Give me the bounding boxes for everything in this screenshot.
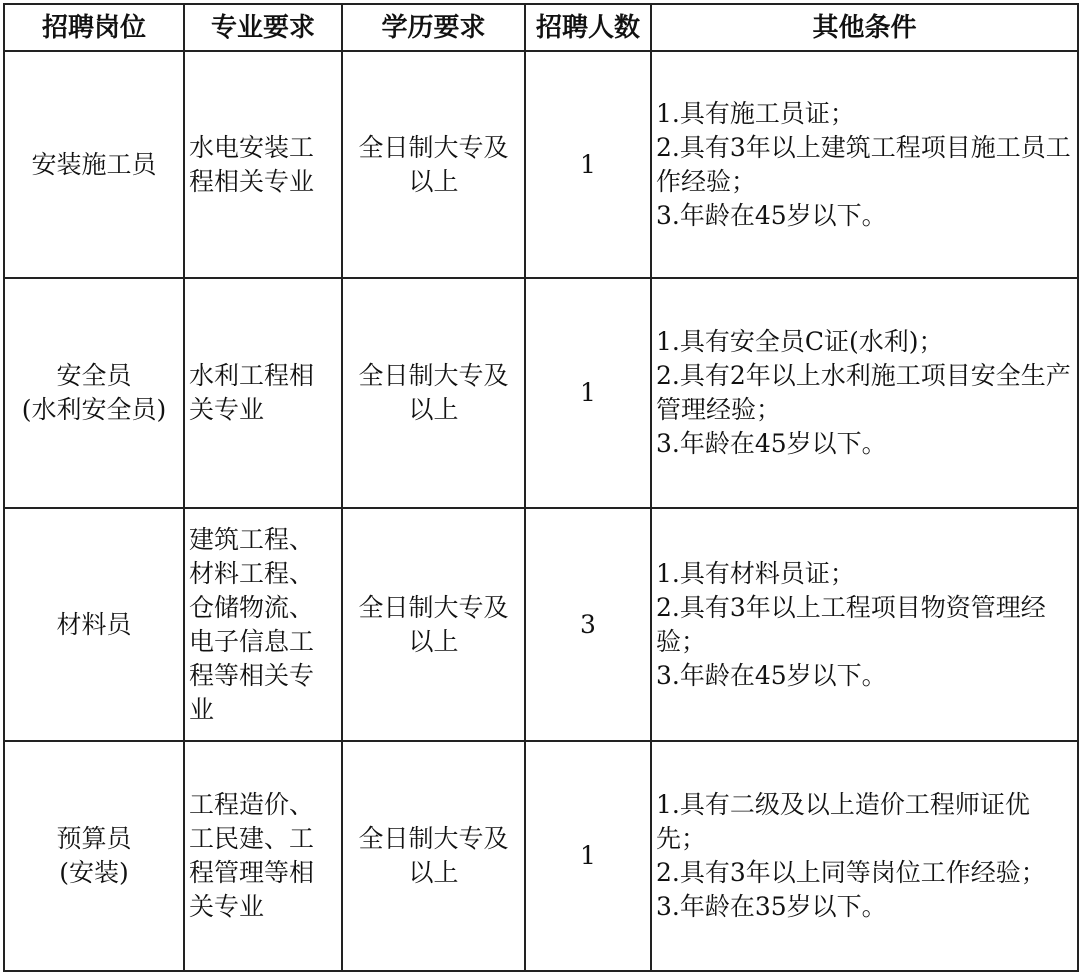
- position-cell: [4, 508, 184, 741]
- condition-item: 2.具有3年以上同等岗位工作经验；: [656, 858, 1046, 887]
- recruitment-table: [3, 3, 1079, 972]
- table-row: [4, 741, 1078, 971]
- table-row: [4, 51, 1078, 278]
- condition-item: 3.年龄在45岁以下。: [656, 429, 887, 458]
- condition-item: 1.具有二级及以上造价工程师证优先；: [656, 790, 1030, 853]
- position-cell: [4, 278, 184, 508]
- count-cell: 1: [525, 278, 651, 508]
- position-line: 安装施工员: [31, 149, 157, 179]
- position-cell: [4, 51, 184, 278]
- education-cell: 全日制大专及以上: [342, 278, 525, 508]
- education-cell: 全日制大专及以上: [342, 51, 525, 278]
- condition-item: 1.具有施工员证；: [656, 98, 855, 128]
- header-row: [4, 4, 1078, 51]
- header-education: 学历要求: [342, 4, 525, 51]
- major-cell: 建筑工程、材料工程、仓储物流、电子信息工程等相关专业: [184, 508, 342, 741]
- header-position: 招聘岗位: [4, 4, 184, 51]
- major-cell: 水电安装工程相关专业: [184, 51, 342, 278]
- position-line: (水利安全员): [21, 395, 167, 424]
- header-conditions: 其他条件: [651, 4, 1078, 51]
- position-cell: [4, 741, 184, 971]
- condition-item: 2.具有2年以上水利施工项目安全生产管理经验；: [656, 361, 1071, 424]
- count-cell: 3: [525, 508, 651, 741]
- table-row: [4, 508, 1078, 741]
- header-count: 招聘人数: [525, 4, 651, 51]
- education-cell: 全日制大专及以上: [342, 741, 525, 971]
- education-cell: 全日制大专及以上: [342, 508, 525, 741]
- position-line: 预算员: [56, 824, 132, 853]
- header-major: 专业要求: [184, 4, 342, 51]
- count-cell: 1: [525, 741, 651, 971]
- conditions-cell: [651, 278, 1078, 508]
- major-cell: 水利工程相关专业: [184, 278, 342, 508]
- major-cell: 工程造价、工民建、工程管理等相关专业: [184, 741, 342, 971]
- condition-item: 2.具有3年以上建筑工程项目施工员工作经验；: [656, 132, 1071, 196]
- condition-item: 3.年龄在35岁以下。: [656, 892, 887, 921]
- conditions-cell: [651, 51, 1078, 278]
- table-row: [4, 278, 1078, 508]
- condition-item: 2.具有3年以上工程项目物资管理经验；: [656, 592, 1046, 656]
- conditions-cell: [651, 508, 1078, 741]
- position-line: (安装): [59, 858, 129, 887]
- condition-item: 1.具有材料员证；: [656, 558, 855, 588]
- position-line: 材料员: [56, 609, 132, 639]
- position-line: 安全员: [56, 361, 132, 390]
- conditions-cell: [651, 741, 1078, 971]
- condition-item: 3.年龄在45岁以下。: [656, 200, 887, 230]
- condition-item: 1.具有安全员C证(水利)；: [656, 327, 944, 356]
- count-cell: 1: [525, 51, 651, 278]
- condition-item: 3.年龄在45岁以下。: [656, 660, 887, 690]
